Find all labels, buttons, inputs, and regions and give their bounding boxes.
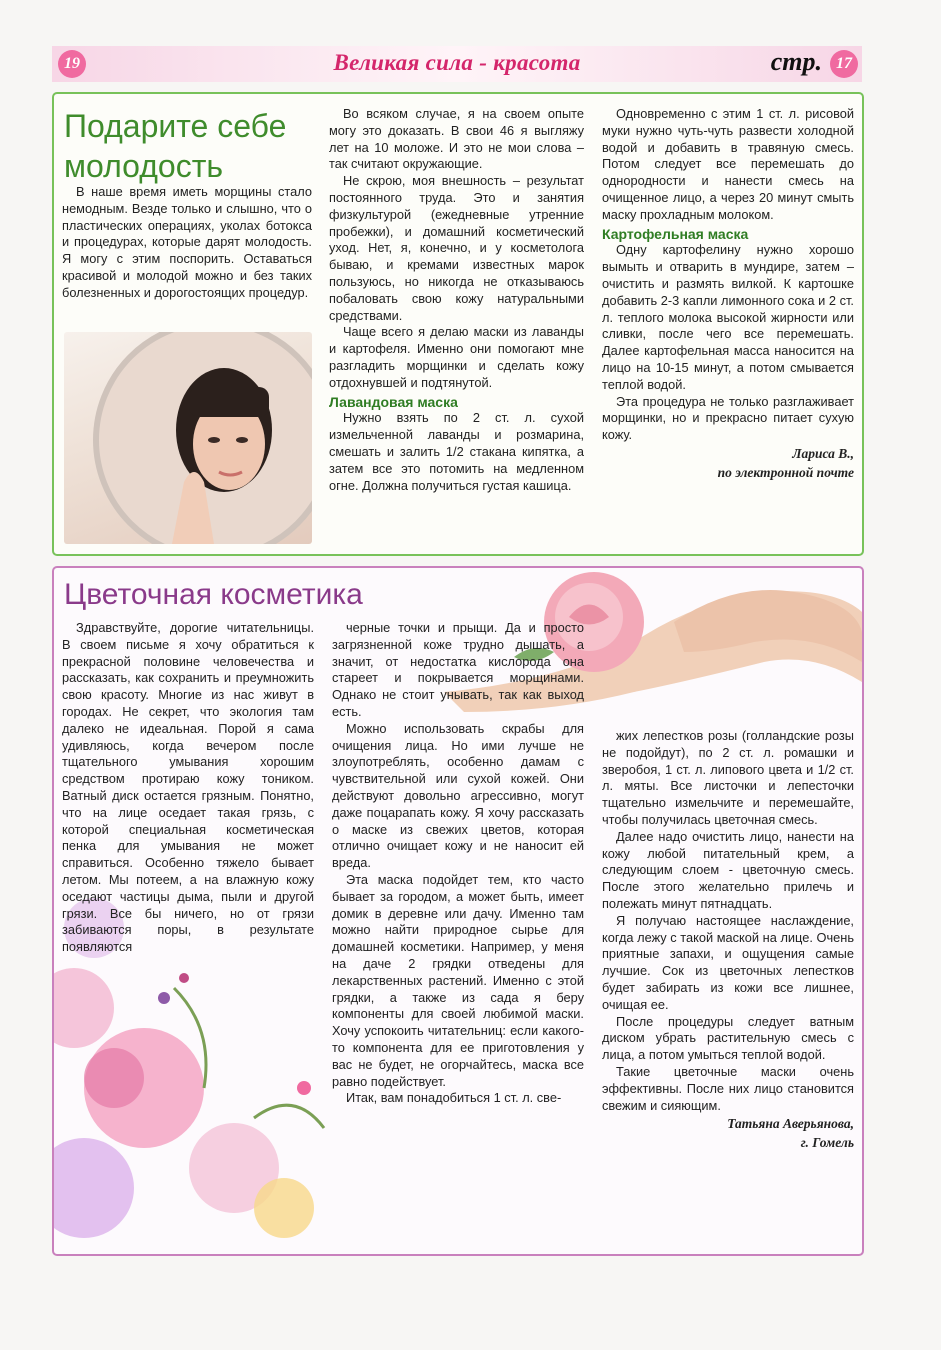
paragraph: Во всяком случае, я на своем опыте могу это доказать. В свои 46 я выгляжу лет на 10 моложе. И это не мои слова – так считают окружающие. — [329, 106, 584, 172]
paragraph: Одну картофелину нужно хорошо вымыть и отварить в мундире, затем – очистить и размять вилкой. К картошке добавить 2-3 капли лимонного сока и 2 ст. л. теплого молока высокой жирности или сливки, после чего все перемешать. Далее картофельная масса наносится на лицо на 10-15 минут, а потом смывается теплой водой. — [602, 242, 854, 392]
paragraph: Я получаю настоящее наслаждение, когда лежу с такой маской на лице. Очень приятные запахи, и ощущения самые лучшие. Сок из цветочных лепестков будет забирать из кожи все лишнее, очищая ее. — [602, 912, 854, 1012]
article1-column-1 — [62, 184, 312, 302]
lavender-heading: Лавандовая маска — [329, 393, 458, 410]
page-number-left: 19 — [58, 50, 86, 78]
paragraph: черные точки и прыщи. Да и просто загрязненной коже трудно дышать, а значит, от недостатка кислорода она стареет и покрывается морщинами. Однако не стоит унывать, так как выход есть. — [332, 620, 584, 719]
woman-mirror-photo — [64, 332, 312, 544]
page-label: стр. — [770, 47, 822, 76]
article1-column-2 — [329, 106, 584, 494]
paragraph: Одновременно с этим 1 ст. л. рисовой муки нужно чуть-чуть развести холодной водой и добавить в травяную смесь. Потом следует все перемешать до однородности и нанести смесь на очищенное лицо, а через 20 минут смыть маску прохладным молоком. — [602, 106, 854, 222]
paragraph: Эта процедура не только разглаживает морщинки, но и прекрасно питает сухую кожу. — [602, 393, 854, 443]
article2-column-1 — [62, 620, 314, 956]
author-city: г. Гомель — [800, 1135, 854, 1151]
article-flower-cosmetics — [52, 566, 864, 1256]
article1-title: Подарите себе молодость — [64, 108, 287, 184]
article1-column-3 — [602, 106, 854, 482]
page-number-right: 17 — [830, 50, 858, 78]
paragraph: Эта маска подойдет тем, кто часто бывает за городом, а может быть, имеет домик в деревне или дачу. Именно там можно найти природное сырье для домашней косметики. Например, у меня на даче 2 грядки отведены для лекарственных растений. Именно с этой грядки, а также из сада я беру компоненты для своей любимой маски. Хочу успокоить читательниц: если какого-то компонента для ее приготовления у вас не будет, не огорчайтесь, маска все равно подействует. — [332, 871, 584, 1089]
article2-column-2 — [332, 620, 584, 1107]
paragraph: Не скрою, моя внешность – результат постоянного труда. Это и занятия физкультурой (ежедневные утренние пробежки), и домашний косметический уход. Нет, я, конечно, и у косметолога бываю, и кремами известных марок пользуюсь, но никогда не отказываюсь побаловать свою кожу натуральными средствами. — [329, 173, 584, 323]
author-name: Татьяна Аверьянова, — [727, 1116, 854, 1132]
page-header — [52, 46, 862, 82]
potato-heading: Картофельная маска — [602, 225, 749, 242]
article2-column-3 — [602, 728, 854, 1152]
paragraph: Здравствуйте, дорогие читательницы. В своем письме я хочу обратиться к прекрасной половине человечества и рассказать, как сохранить и преумножить свою красоту. Многие из нас живут в городах. Не секрет, что экология там далеко не идеальная. Порой я сама удивляюсь, когда вечером после тщательного умывания хорошим средством протираю кожу тоником. Ватный диск остается грязным. Понятно, что на лице оседает такая грязь, с которой специальная косметическая пенка для умывания не может справиться. Особенно тяжело бывает летом. Мы потеем, а на влажную кожу оседают частицы дыма, пыли и другой грязи. Все бы ничего, но от грязи забиваются поры, в результате появляются — [62, 620, 314, 955]
paragraph: жих лепестков розы (голландские розы не подойдут), по 2 ст. л. ромашки и зверобоя, 1 ст. л. липового цвета и 1/2 ст. л. мяты. Все листочки и лепесточки тщательно измельчите и перемешайте, чтобы получилась цветочная смесь. — [602, 728, 854, 827]
author-name: Лариса В., — [792, 445, 854, 461]
paragraph: Чаще всего я делаю маски из лаванды и картофеля. Именно они помогают мне разгладить морщинки и сделать кожу отдохнувшей и подтянутой. — [329, 324, 584, 390]
paragraph: Итак, вам понадобиться 1 ст. л. све- — [346, 1090, 562, 1106]
paragraph: Можно использовать скрабы для очищения лица. Но ими лучше не злоупотреблять, особенно дамам с чувствительной или сухой кожей. Они действуют довольно агрессивно, могут даже поцарапать кожу. Я хочу рассказать о маске из свежих цветов, которая отлично очищает кожу и не наносит ей вреда. — [332, 720, 584, 871]
author-source: по электронной почте — [717, 464, 854, 480]
paragraph: Нужно взять по 2 ст. л. сухой измельченной лаванды и розмарина, смешать и залить 1/2 стакана кипятка, а затем все это потомить на медленном огне. Должна получиться густая кашица. — [329, 410, 584, 493]
paragraph: В наше время иметь морщины стало немодным. Везде только и слышно, что о пластических операциях, уколах ботокса и процедурах, которые дарят молодость. Я могу с этим поспорить. Оставаться красивой и молодой можно и без таких болезненных и дорогостоящих процедур. — [62, 184, 312, 300]
paragraph: После процедуры следует ватным диском убрать растительную смесь с лица, а потом умыться теплой водой. — [602, 1013, 854, 1063]
article2-title: Цветочная косметика — [64, 578, 363, 611]
article-youth — [52, 92, 864, 556]
paragraph: Такие цветочные маски очень эффективны. После них лицо становится свежим и сияющим. — [602, 1063, 854, 1113]
paragraph: Далее надо очистить лицо, нанести на кожу любой питательный крем, а следующим слоем - цветочную смесь. После этого желательно прилечь и полежать минут пятнадцать. — [602, 828, 854, 911]
section-title: Великая сила - красота — [333, 50, 581, 75]
